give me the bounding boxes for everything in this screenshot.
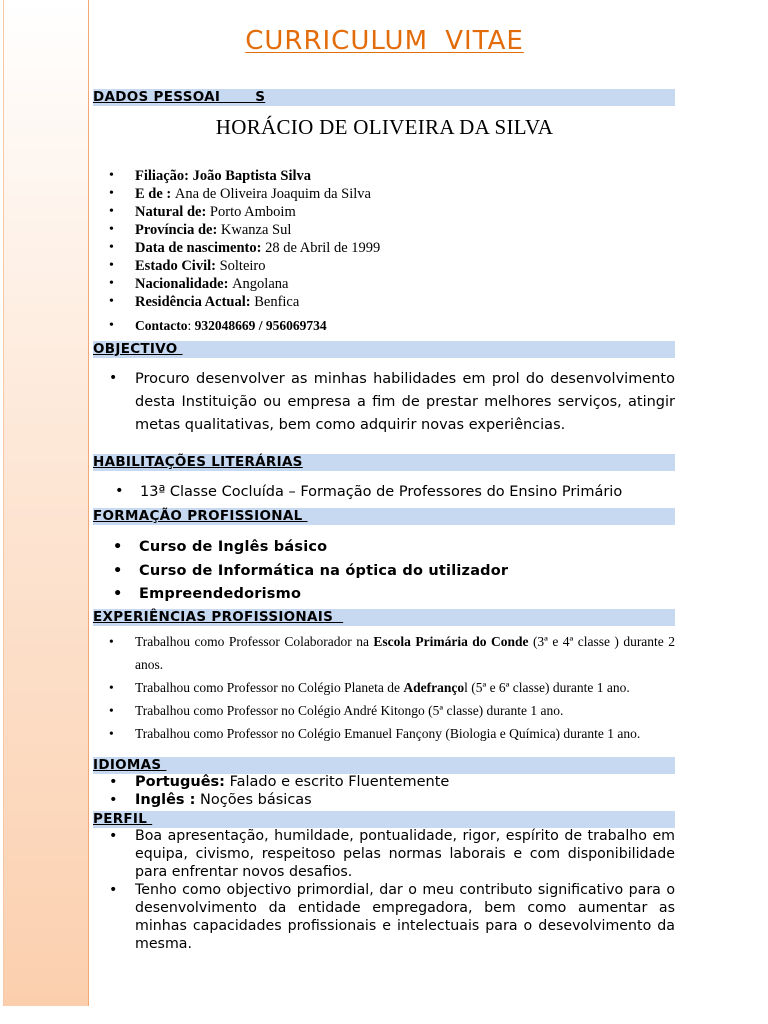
personal-item: • Data de nascimento: 28 de Abril de 1999	[93, 239, 380, 257]
formacao-list	[93, 537, 508, 608]
experiencia-item: • Trabalhou como Professor Colaborador na Escola Primária do Conde (3ª e 4ª classe ) durante 2 anos.	[93, 630, 675, 676]
idiomas-list	[93, 773, 449, 809]
section-header-objectivo: OBJECTIVO	[93, 341, 675, 358]
objective-block	[93, 368, 675, 437]
personal-item: • Nacionalidade: Angolana	[93, 275, 380, 293]
experiencia-item: • Trabalhou como Professor no Colégio Emanuel Fançony (Biologia e Química) durante 1 ano.	[93, 722, 675, 745]
perfil-item: • Tenho como objectivo primordial, dar o meu contributo significativo para o desenvolvimento da entidade empregadora, bem como aumentar as minhas capacidades profissionais e intelectuais para o desevolvimento da mesma.	[93, 881, 675, 953]
bullet-icon: •	[115, 483, 124, 499]
personal-item: • Residência Actual: Benfica	[93, 293, 380, 311]
formacao-item: • Curso de Informática na óptica do utilizador	[93, 561, 508, 585]
section-header-dados-pessoais: DADOS PESSOAI S	[93, 89, 675, 106]
perfil-list	[93, 827, 675, 953]
section-header-perfil: PERFIL	[93, 811, 675, 828]
contact-item: • Contacto: 932048669 / 956069734	[93, 317, 380, 335]
idioma-item: • Português: Falado e escrito Fluentemente	[93, 773, 449, 791]
objective-text: Procuro desenvolver as minhas habilidades em prol do desenvolvimento desta Instituição ou empresa a fim de prestar melhores serviços, atingir metas qualitativas, bem como adquirir novas experiências.	[135, 371, 675, 433]
personal-item: • Província de: Kwanza Sul	[93, 221, 380, 239]
personal-item: • Filiação: João Baptista Silva	[93, 167, 380, 185]
section-header-experiencias: EXPERIÊNCIAS PROFISSIONAIS	[93, 609, 675, 626]
personal-item: • E de : Ana de Oliveira Joaquim da Silva	[93, 185, 380, 203]
section-header-idiomas: IDIOMAS	[93, 757, 675, 774]
bullet-icon: •	[109, 370, 118, 386]
section-header-formacao: FORMAÇÃO PROFISSIONAL	[93, 508, 675, 525]
formacao-item: • Curso de Inglês básico	[93, 537, 508, 561]
document-title: CURRICULUM VITAE	[245, 26, 524, 56]
idioma-item: • Inglês : Noções básicas	[93, 791, 449, 809]
candidate-name: HORÁCIO DE OLIVEIRA DA SILVA	[215, 115, 554, 139]
section-header-habilitacoes: HABILITAÇÕES LITERÁRIAS	[93, 454, 675, 471]
experiencia-item: • Trabalhou como Professor no Colégio Planeta de Adefrançol (5ª e 6ª classe) durante 1 ano.	[93, 676, 675, 699]
perfil-item: • Boa apresentação, humildade, pontualidade, rigor, espírito de trabalho em equipa, civismo, respeitoso pelas normas laborais e com disponibilidade para enfrentar novos desafios.	[93, 827, 675, 881]
personal-data-list	[93, 167, 380, 335]
experiencia-item: • Trabalhou como Professor no Colégio André Kitongo (5ª classe) durante 1 ano.	[93, 699, 675, 722]
personal-item: • Estado Civil: Solteiro	[93, 257, 380, 275]
formacao-item: • Empreendedorismo	[93, 584, 508, 608]
decorative-side-bar	[3, 0, 89, 1006]
personal-item: • Natural de: Porto Amboim	[93, 203, 380, 221]
experiencias-list	[93, 630, 675, 745]
